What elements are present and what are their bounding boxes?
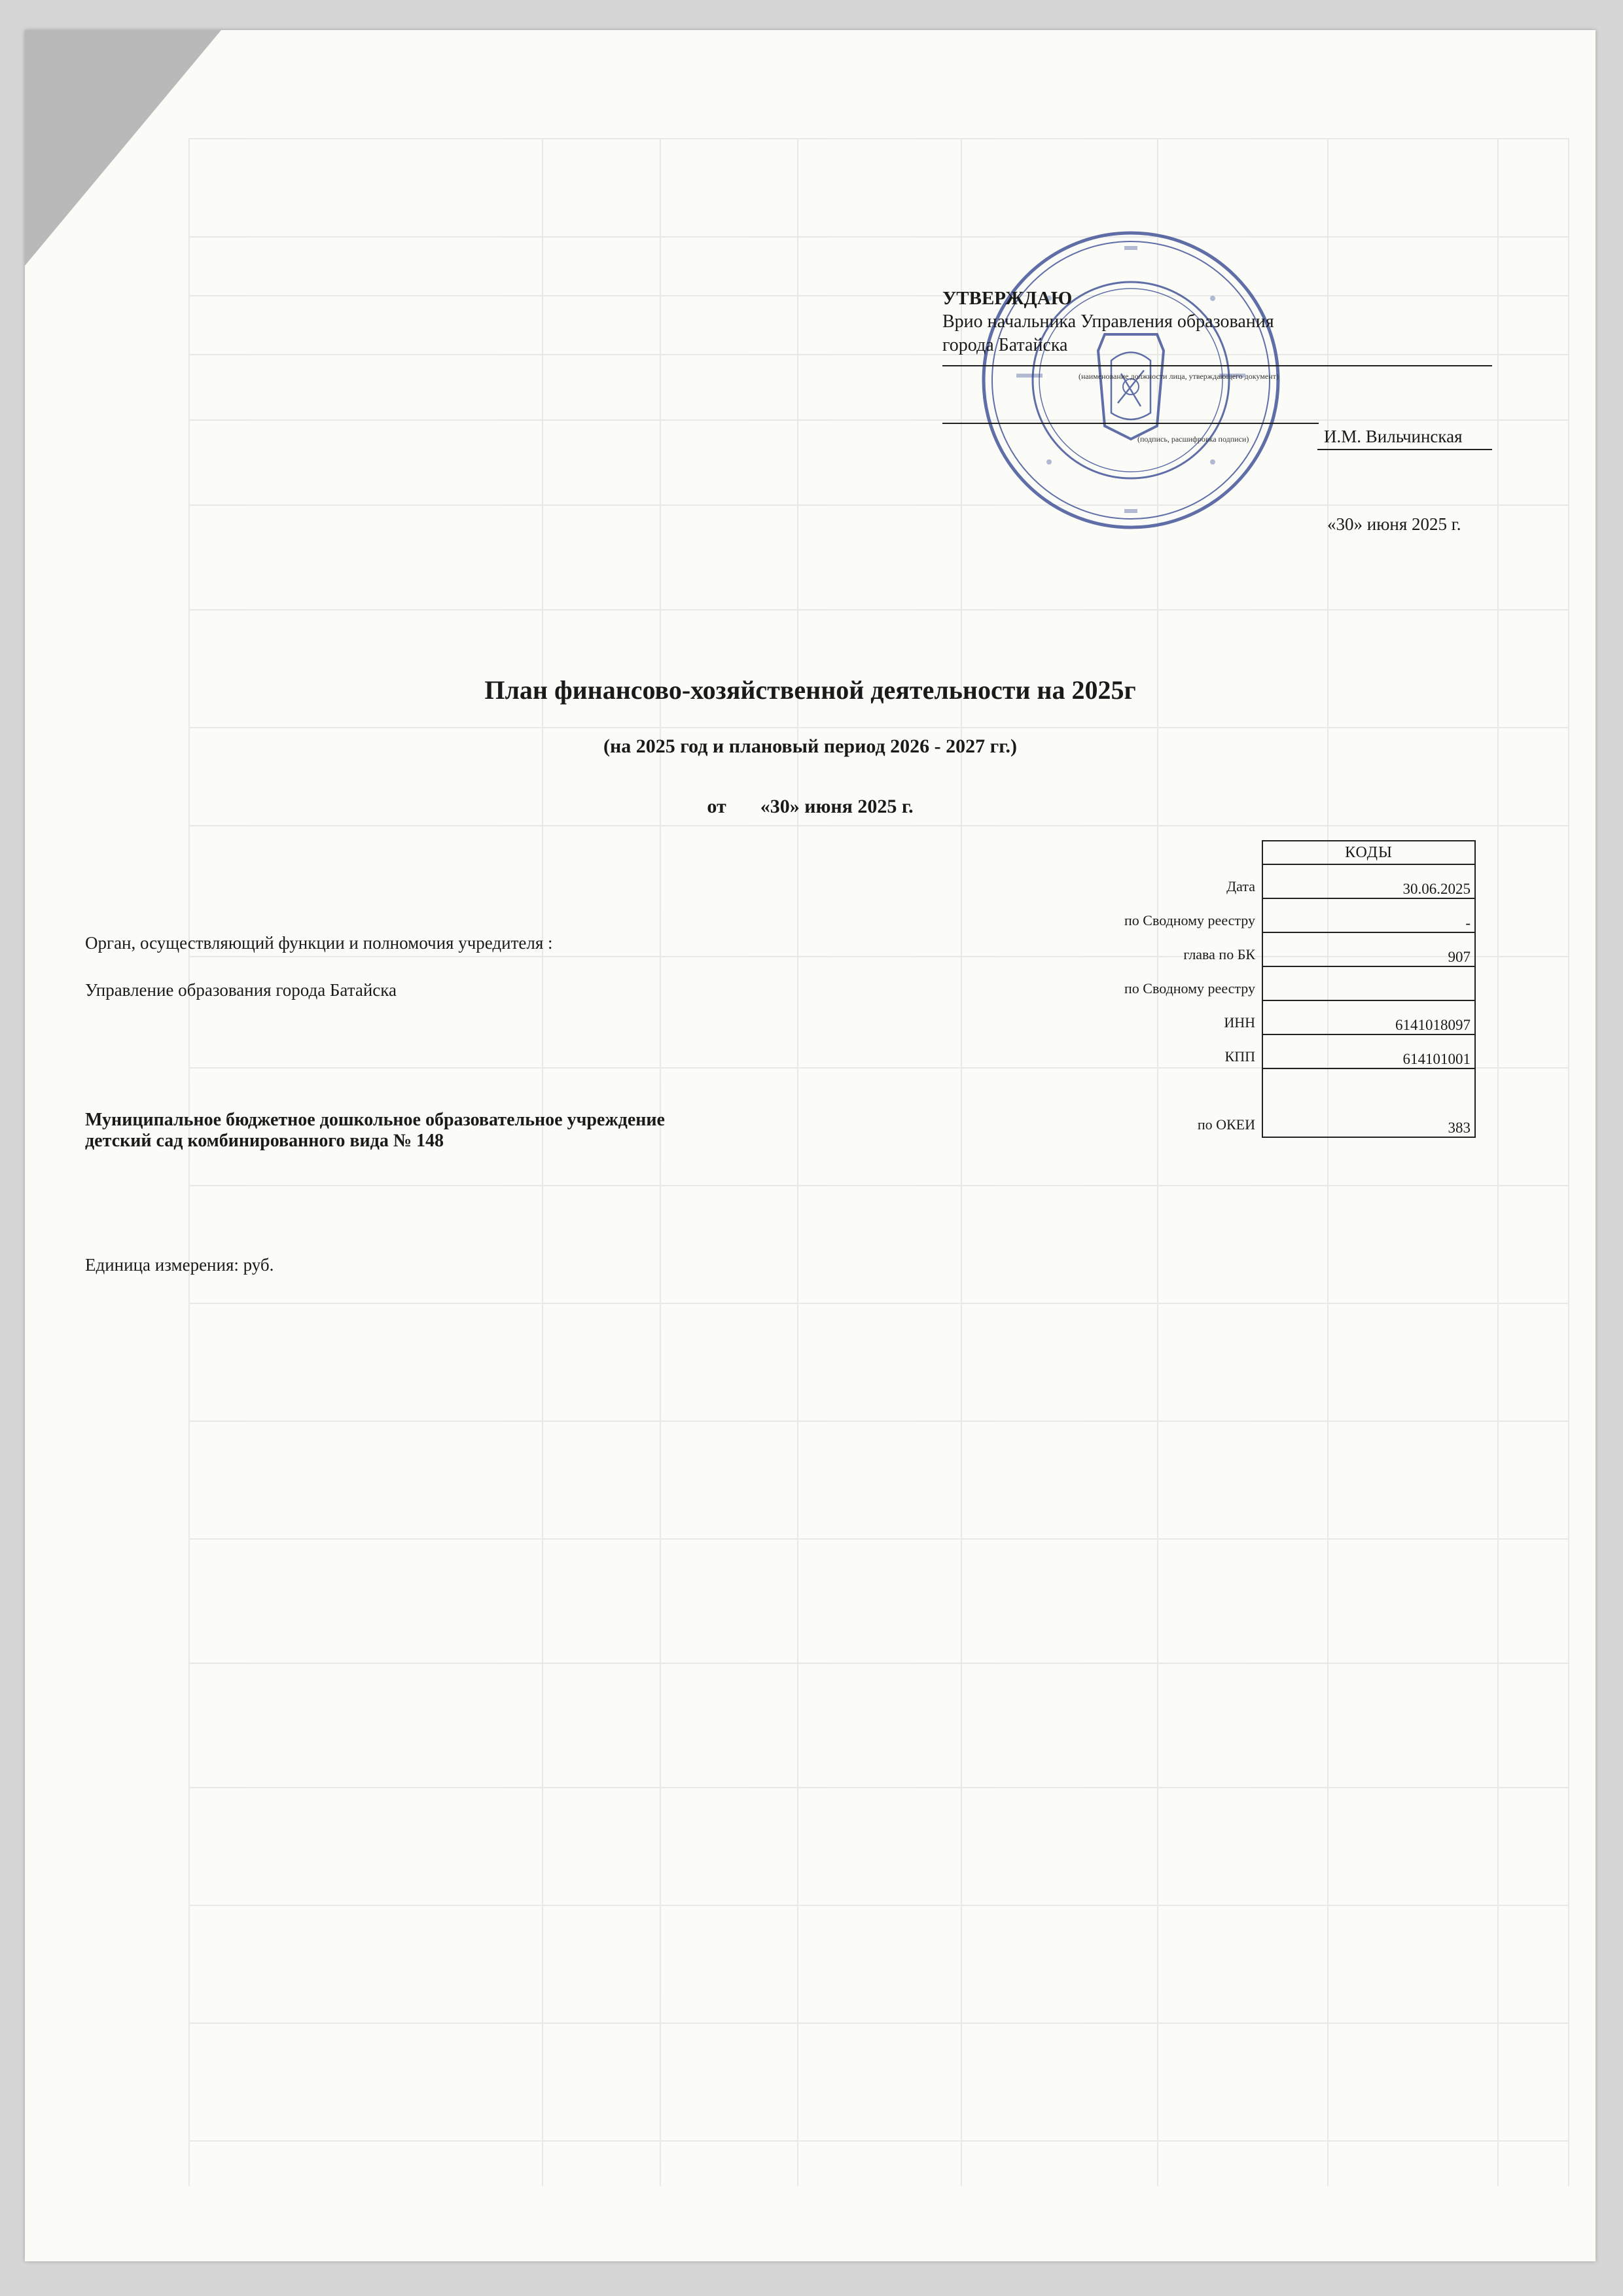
signer-name-underline xyxy=(1317,449,1492,450)
codes-table xyxy=(1262,840,1476,1138)
approval-block xyxy=(942,287,1274,357)
code-registry-value: - xyxy=(1262,898,1475,932)
institution-line1: Муниципальное бюджетное дошкольное образовательное учреждение xyxy=(85,1110,665,1130)
date-prefix: от xyxy=(707,796,726,817)
approved-label: УТВЕРЖДАЮ xyxy=(942,288,1073,309)
code-okei-value: 383 xyxy=(1262,1069,1475,1137)
code-kpp-label: КПП xyxy=(1224,1048,1255,1065)
codes-header: КОДЫ xyxy=(1262,841,1475,864)
approver-position-line2: города Батайска xyxy=(942,335,1068,355)
document-period: (на 2025 год и плановый период 2026 - 2027 гг.) xyxy=(603,735,1018,757)
document-page xyxy=(25,30,1596,2261)
code-kpp-value: 614101001 xyxy=(1262,1034,1475,1069)
document-title: План финансово-хозяйственной деятельности на 2025г xyxy=(484,675,1136,705)
unit-label: Единица измерения: руб. xyxy=(85,1255,274,1275)
document-date-line xyxy=(25,796,1596,818)
signer-name: И.М. Вильчинская xyxy=(1324,427,1463,446)
signature-underline xyxy=(942,423,1319,424)
code-registry2-value xyxy=(1262,966,1475,1000)
founder-name: Управление образования города Батайска xyxy=(85,980,397,1000)
code-date-label: Дата xyxy=(1226,878,1255,894)
position-underline xyxy=(942,365,1492,366)
code-registry-label: по Сводному реестру xyxy=(1124,912,1255,928)
signature-caption: (подпись, расшифровка подписи) xyxy=(1137,434,1249,444)
institution-name xyxy=(85,1110,665,1152)
position-caption: (наименование должности лица, утверждающего документ) xyxy=(1079,372,1279,381)
code-bk-chapter-label: глава по БК xyxy=(1183,946,1255,963)
code-inn-value: 6141018097 xyxy=(1262,1000,1475,1034)
approver-position-line1: Врио начальника Управления образования xyxy=(942,311,1274,332)
approval-date: «30» июня 2025 г. xyxy=(1327,514,1461,534)
founder-label: Орган, осуществляющий функции и полномочия учредителя : xyxy=(85,933,553,953)
institution-line2: детский сад комбинированного вида № 148 xyxy=(85,1131,444,1151)
code-date-value: 30.06.2025 xyxy=(1262,864,1475,898)
code-okei-label: по ОКЕИ xyxy=(1197,1116,1255,1133)
code-registry2-label: по Сводному реестру xyxy=(1124,980,1255,997)
document-date: «30» июня 2025 г. xyxy=(760,796,914,817)
code-bk-chapter-value: 907 xyxy=(1262,932,1475,966)
code-inn-label: ИНН xyxy=(1224,1014,1255,1031)
